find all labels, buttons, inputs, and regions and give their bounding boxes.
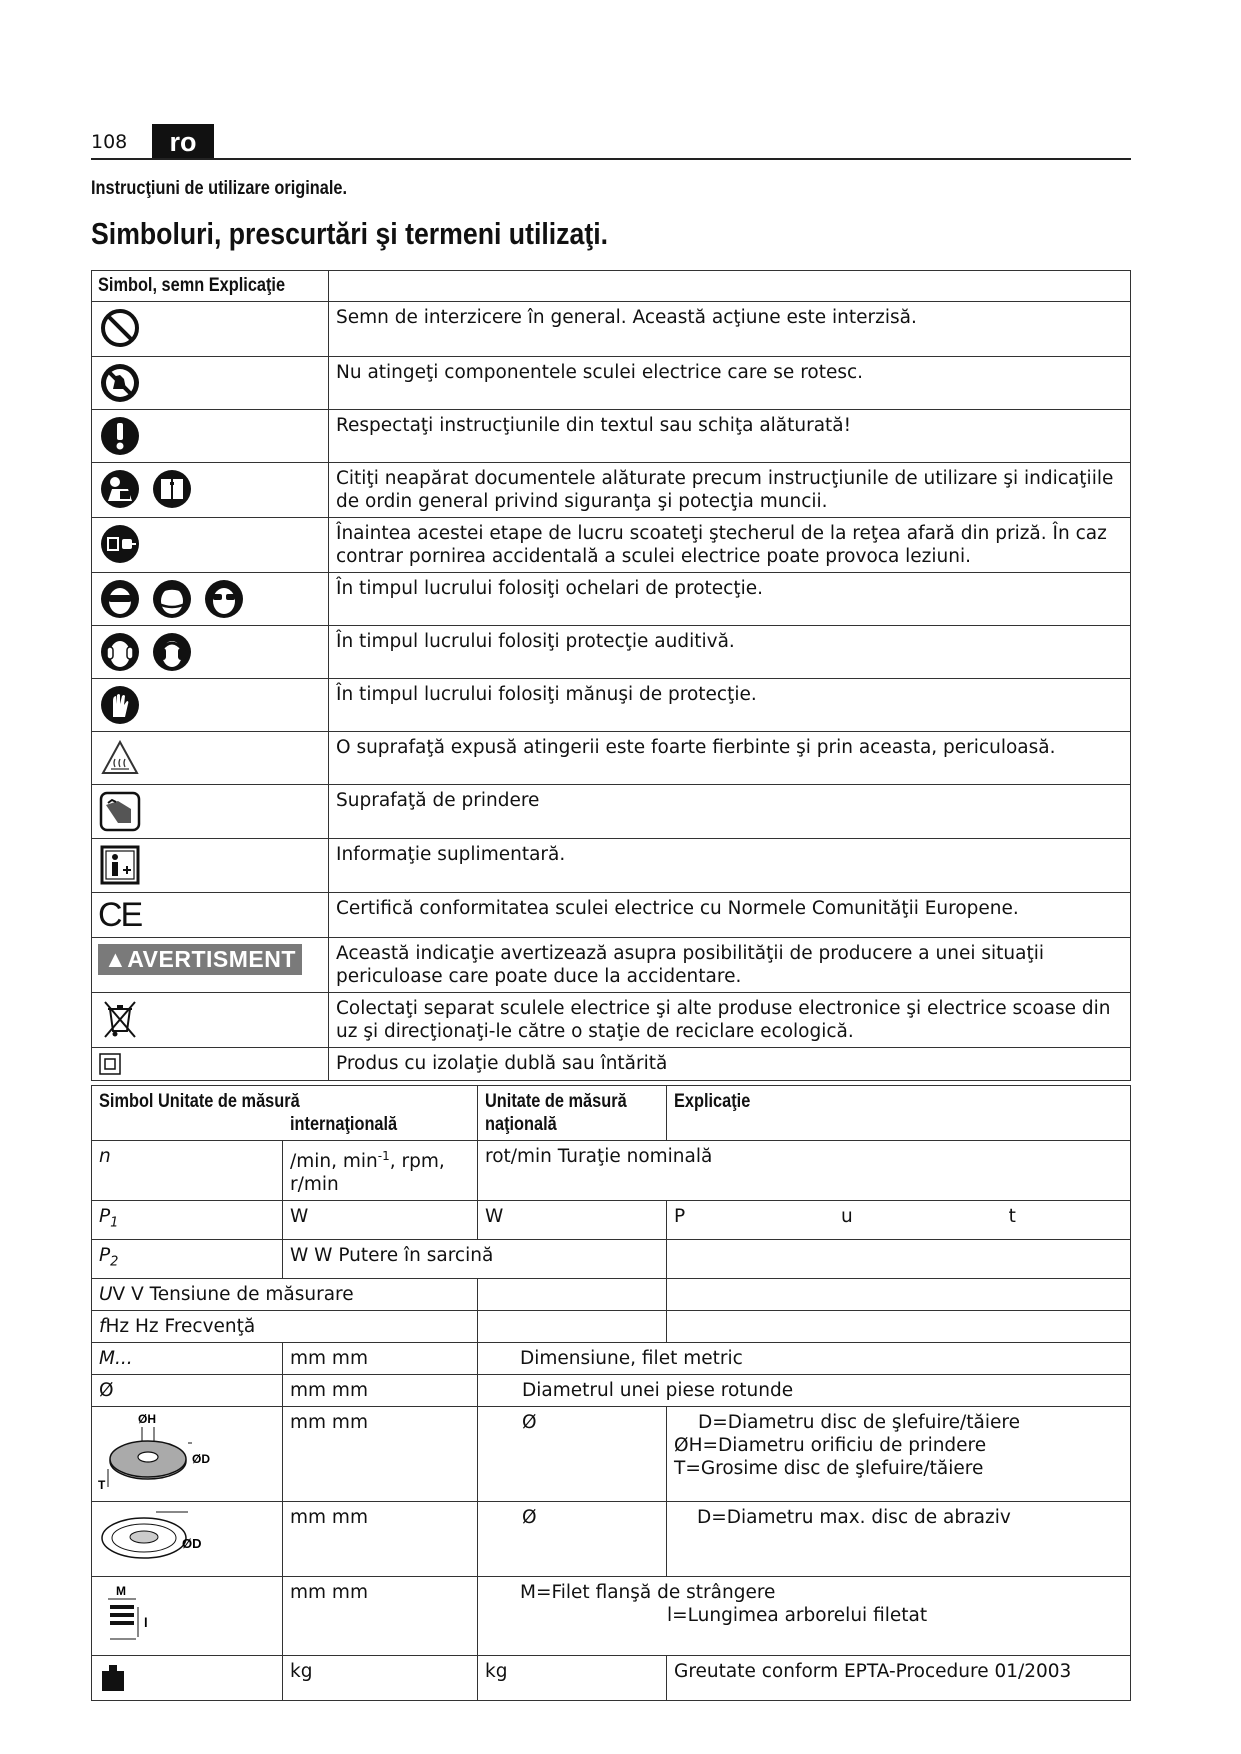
unit-national: Ø bbox=[478, 1406, 667, 1501]
weight-icon bbox=[98, 1662, 128, 1692]
label-l: l bbox=[144, 1614, 148, 1630]
unplug-icon bbox=[98, 522, 142, 566]
symbols-header-label: Simbol, semn Explicaţie bbox=[98, 275, 286, 296]
symbol-explanation: Citiţi neapărat documentele alăturate precum instrucţiunile de utilizare şi indicaţiile de ordin general privind siguranţa şi potecţia muncii. bbox=[329, 463, 1131, 518]
symbol-explanation: În timpul lucrului folosiţi ochelari de protecţie. bbox=[329, 573, 1131, 626]
warning-triangle-icon: ▲ bbox=[104, 946, 128, 972]
explanation-line: D=Diametru max. disc de abraziv bbox=[667, 1501, 1131, 1576]
hot-surface-icon bbox=[98, 736, 142, 780]
ce-mark-icon: CE bbox=[98, 896, 142, 934]
unit-national: Ø bbox=[478, 1501, 667, 1576]
symbols-table-header bbox=[92, 271, 329, 302]
manual-book-icon bbox=[150, 467, 194, 511]
unit-intl: mm mm bbox=[283, 1576, 478, 1655]
unit-rest: Hz Hz Frecvenţă bbox=[105, 1315, 256, 1337]
double-insulation-icon bbox=[98, 1052, 122, 1076]
unit-sup: -1 bbox=[377, 1149, 390, 1163]
table-row bbox=[92, 839, 1131, 893]
gloves-icon bbox=[98, 683, 142, 727]
table-row bbox=[92, 1278, 1131, 1310]
explanation-line: l=Lungimea arborelui filetat bbox=[667, 1604, 928, 1626]
table-row bbox=[92, 302, 1131, 357]
unit-intl: mm mm bbox=[283, 1501, 478, 1576]
table-row bbox=[92, 938, 1131, 993]
no-touch-rotating-icon bbox=[98, 361, 142, 405]
table-row bbox=[92, 1342, 1131, 1374]
symbol-m: M... bbox=[99, 1347, 133, 1369]
unit-national: M=Filet flanşă de strângere bbox=[520, 1581, 776, 1603]
symbols-header-blank bbox=[329, 271, 1131, 302]
unit-national: W bbox=[478, 1201, 667, 1240]
header-rule bbox=[91, 158, 1131, 160]
grip-surface-icon bbox=[98, 789, 142, 833]
symbol-diameter: Ø bbox=[92, 1374, 283, 1406]
table-row bbox=[92, 679, 1131, 732]
document-subtitle: Instrucţiuni de utilizare originale. bbox=[91, 178, 348, 199]
units-intl-header: internaţională bbox=[290, 1114, 398, 1135]
symbol-explanation: Certifică conformitatea sculei electrice cu Normele Comunităţii Europene. bbox=[329, 893, 1131, 938]
label-od: ØD bbox=[182, 1535, 202, 1551]
table-row bbox=[92, 518, 1131, 573]
symbol-n: n bbox=[99, 1146, 111, 1167]
symbol-explanation: Informaţie suplimentară. bbox=[329, 839, 1131, 893]
unit-explanation: Greutate conform EPTA-Procedure 01/2003 bbox=[667, 1655, 1131, 1700]
table-row bbox=[92, 463, 1131, 518]
unit-national: Dimensiune, filet metric bbox=[478, 1342, 1131, 1374]
warning-badge-icon bbox=[98, 944, 302, 975]
label-od: ØD bbox=[192, 1451, 210, 1466]
ear-protection-icon bbox=[98, 630, 142, 674]
table-row bbox=[92, 993, 1131, 1048]
eye-protection-icon bbox=[98, 577, 142, 621]
units-explanation-header: Explicaţie bbox=[674, 1091, 751, 1112]
spindle-thread-icon bbox=[96, 1579, 166, 1647]
explanation-line: D=Diametru disc de şlefuire/tăiere bbox=[698, 1411, 1020, 1433]
unit-national: rot/min Turaţie nominală bbox=[485, 1146, 713, 1167]
table-row bbox=[92, 1501, 1131, 1576]
table-row bbox=[92, 626, 1131, 679]
table-row bbox=[92, 732, 1131, 785]
label-t: T bbox=[98, 1477, 106, 1492]
symbol-explanation: Această indicaţie avertizează asupra posibilităţii de producere a unei situaţii periculoase care poate duce la accidentare. bbox=[329, 938, 1131, 993]
explanation-line: ØH=Diametru orificiu de prindere bbox=[674, 1434, 987, 1456]
symbol-f: f bbox=[99, 1315, 106, 1337]
symbol-explanation: O suprafaţă expusă atingerii este foarte fierbinte şi prin aceasta, periculoasă. bbox=[329, 732, 1131, 785]
weee-bin-icon bbox=[98, 997, 142, 1041]
symbol-explanation: Colectaţi separat sculele electrice şi alte produse electronice şi electrice scoase din uz şi direcţionaţi-le către o staţie de reciclare ecologică. bbox=[329, 993, 1131, 1048]
table-row bbox=[92, 1239, 1131, 1278]
unit-national: Diametrul unei piese rotunde bbox=[478, 1374, 1131, 1406]
table-row bbox=[92, 893, 1131, 938]
grinding-disc-icon bbox=[96, 1409, 216, 1493]
unit-national: kg bbox=[478, 1655, 667, 1700]
symbol-explanation: Respectaţi instrucţiunile din textul sau schiţa alăturată! bbox=[329, 410, 1131, 463]
units-header-row bbox=[92, 1086, 1131, 1141]
abrasive-disc-icon bbox=[96, 1504, 216, 1568]
units-symbol-header: Simbol Unitate de măsură bbox=[99, 1091, 300, 1112]
unit-intl: W bbox=[283, 1201, 478, 1240]
unit-intl: mm mm bbox=[283, 1406, 478, 1501]
symbol-p2-sub: 2 bbox=[110, 1254, 119, 1270]
table-row bbox=[92, 1374, 1131, 1406]
read-manual-icon bbox=[98, 467, 142, 511]
warning-badge-label: AVERTISMENT bbox=[127, 946, 296, 972]
symbol-explanation: Nu atingeţi componentele sculei electrice care se rotesc. bbox=[329, 357, 1131, 410]
table-row bbox=[92, 357, 1131, 410]
unit-intl: mm mm bbox=[283, 1342, 478, 1374]
symbol-explanation: În timpul lucrului folosiţi mănuşi de protecţie. bbox=[329, 679, 1131, 732]
table-row bbox=[92, 785, 1131, 839]
unit-explanation: P u t bbox=[674, 1206, 1016, 1228]
attention-icon bbox=[98, 414, 142, 458]
unit-intl-line2: r/min bbox=[290, 1174, 339, 1196]
unit-intl: mm mm bbox=[283, 1374, 478, 1406]
symbol-p1-sub: 1 bbox=[110, 1215, 119, 1231]
units-table bbox=[91, 1085, 1131, 1701]
info-plus-icon bbox=[98, 843, 142, 887]
symbol-explanation: În timpul lucrului folosiţi protecţie auditivă. bbox=[329, 626, 1131, 679]
symbol-explanation: Suprafaţă de prindere bbox=[329, 785, 1131, 839]
prohibition-icon bbox=[98, 306, 142, 350]
page-number: 108 bbox=[91, 131, 128, 153]
unit-intl-rest: , rpm, bbox=[389, 1151, 445, 1173]
symbol-p1: P bbox=[99, 1206, 111, 1228]
symbol-p2: P bbox=[99, 1244, 111, 1266]
label-oh: ØH bbox=[138, 1411, 156, 1426]
goggles-icon bbox=[202, 577, 246, 621]
symbol-explanation: Semn de interzicere în general. Această acţiune este interzisă. bbox=[329, 302, 1131, 357]
explanation-line: T=Grosime disc de şlefuire/tăiere bbox=[674, 1457, 984, 1479]
unit-rest: V V Tensiune de măsurare bbox=[112, 1283, 354, 1305]
page-title: Simboluri, prescurtări şi termeni utilizaţi. bbox=[91, 216, 609, 251]
units-national-header: Unitate de măsură naţională bbox=[485, 1091, 627, 1135]
table-row bbox=[92, 1201, 1131, 1240]
face-shield-icon bbox=[150, 577, 194, 621]
unit-intl: kg bbox=[283, 1655, 478, 1700]
unit-intl: /min, min bbox=[290, 1151, 378, 1173]
symbol-explanation: Înaintea acestei etape de lucru scoateţi ştecherul de la reţea afară din priză. În caz contrar pornirea accidentală a sculei electrice poate provoca leziuni. bbox=[329, 518, 1131, 573]
symbol-u: U bbox=[99, 1283, 113, 1305]
table-row bbox=[92, 1048, 1131, 1081]
language-badge: ro bbox=[152, 124, 214, 158]
table-row bbox=[92, 410, 1131, 463]
symbols-table bbox=[91, 270, 1131, 1081]
table-row bbox=[92, 573, 1131, 626]
table-row bbox=[92, 1141, 1131, 1201]
table-row bbox=[92, 1655, 1131, 1700]
table-row bbox=[92, 1406, 1131, 1501]
earmuffs-icon bbox=[150, 630, 194, 674]
table-row bbox=[92, 1310, 1131, 1342]
symbol-explanation: Produs cu izolaţie dublă sau întărită bbox=[329, 1048, 1131, 1081]
table-row bbox=[92, 1576, 1131, 1655]
label-m: M bbox=[116, 1583, 126, 1598]
unit-intl: W W Putere în sarcină bbox=[283, 1239, 667, 1278]
